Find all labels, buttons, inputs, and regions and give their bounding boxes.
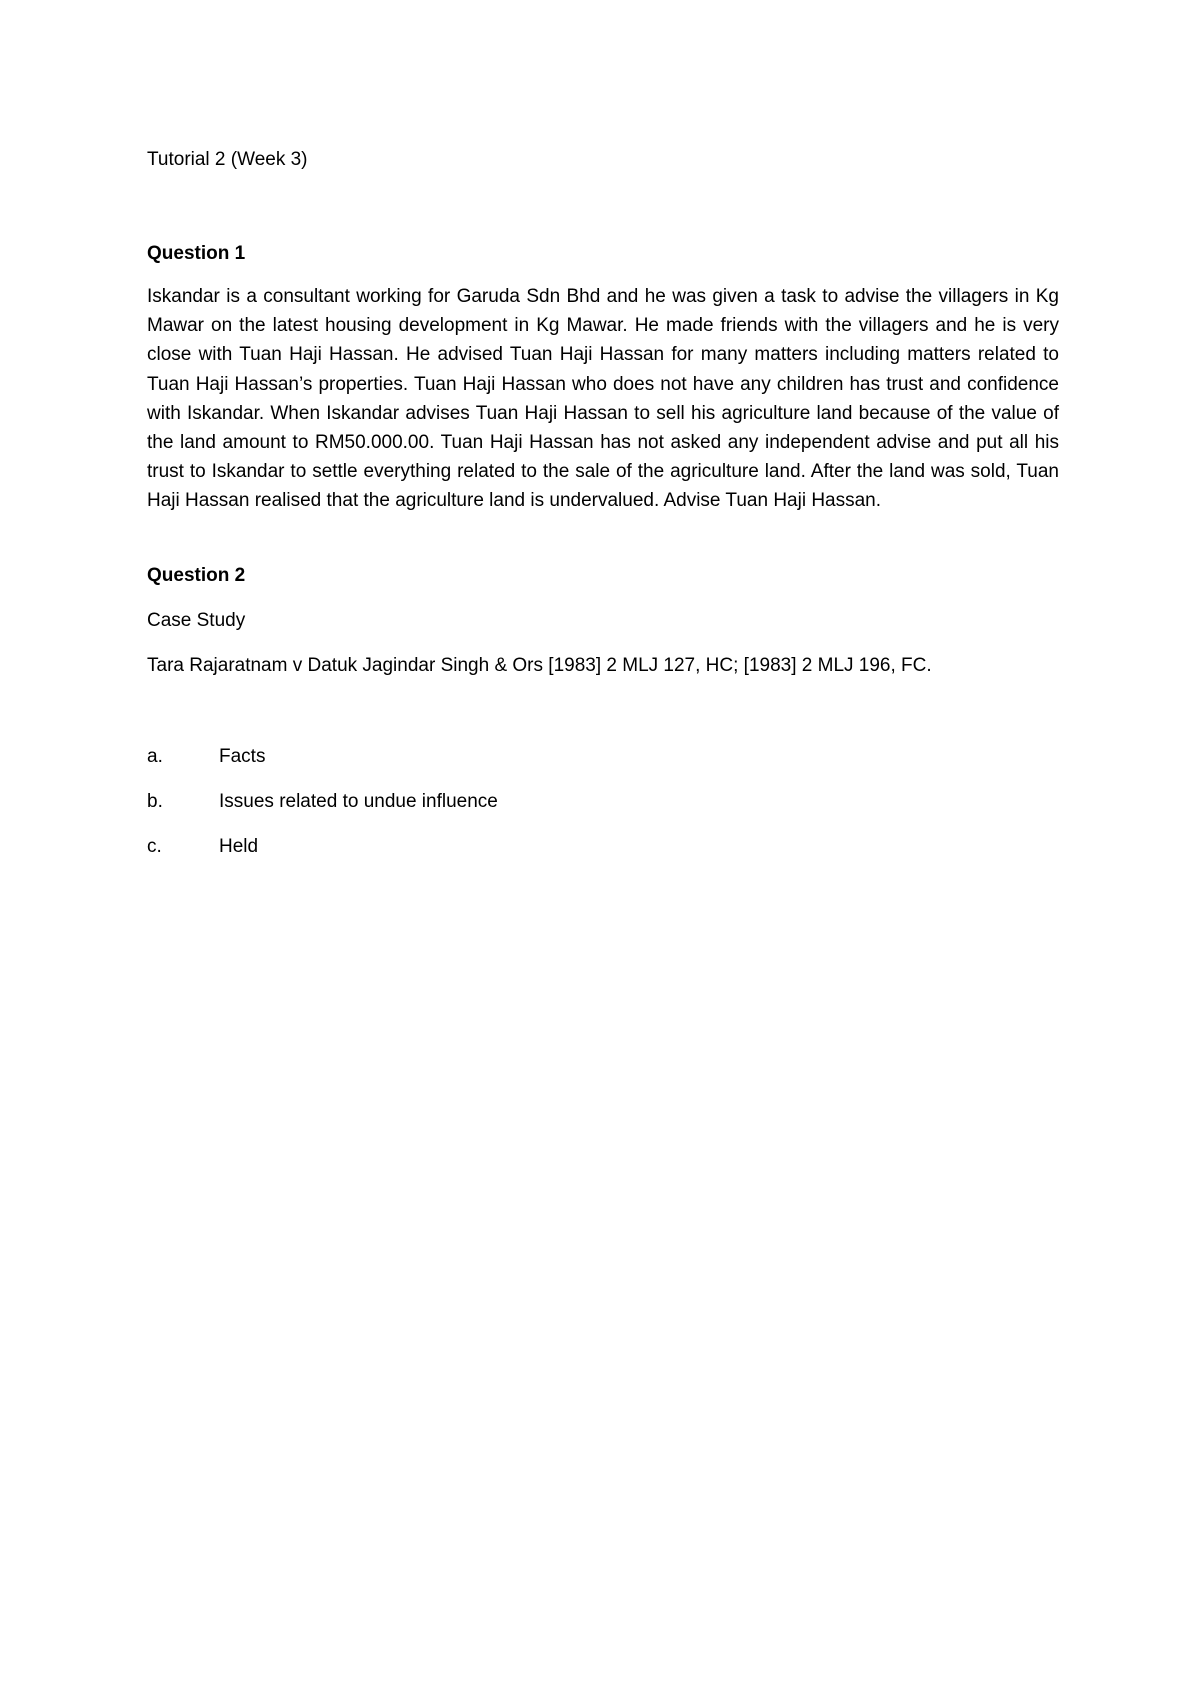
question-2-list (147, 743, 1059, 878)
list-item-marker: c. (147, 836, 162, 857)
document-title: Tutorial 2 (Week 3) (147, 149, 308, 170)
list-item-marker: a. (147, 746, 163, 767)
list-item-text: Facts (219, 746, 266, 767)
case-citation: Tara Rajaratnam v Datuk Jagindar Singh & Ors [1983] 2 MLJ 127, HC; [1983] 2 MLJ 196, FC. (147, 655, 932, 676)
case-study-label: Case Study (147, 610, 246, 631)
list-item (147, 833, 1059, 878)
question-1-heading: Question 1 (147, 243, 246, 264)
document-page (147, 146, 1059, 857)
list-item-text: Held (219, 836, 259, 857)
list-item-marker: b. (147, 791, 163, 812)
list-item-text: Issues related to undue influence (219, 791, 498, 812)
list-item (147, 788, 1059, 833)
question-1-body: Iskandar is a consultant working for Garuda Sdn Bhd and he was given a task to advise the villagers in Kg Mawar on the latest housing development in Kg Mawar. He made friends with the villagers and he is very close with Tuan Haji Hassan. He advised Tuan Haji Hassan for many matters including matters related to Tuan Haji Hassan’s properties. Tuan Haji Hassan who does not have any children has trust and confidence with Iskandar. When Iskandar advises Tuan Haji Hassan to sell his agriculture land because of the value of the land amount to RM50.000.00. Tuan Haji Hassan has not asked any independent advise and put all his trust to Iskandar to settle everything related to the sale of the agriculture land. After the land was sold, Tuan Haji Hassan realised that the agriculture land is undervalued. Advise Tuan Haji Hassan. (147, 286, 1059, 512)
list-item (147, 743, 1059, 788)
question-2-heading: Question 2 (147, 565, 246, 586)
